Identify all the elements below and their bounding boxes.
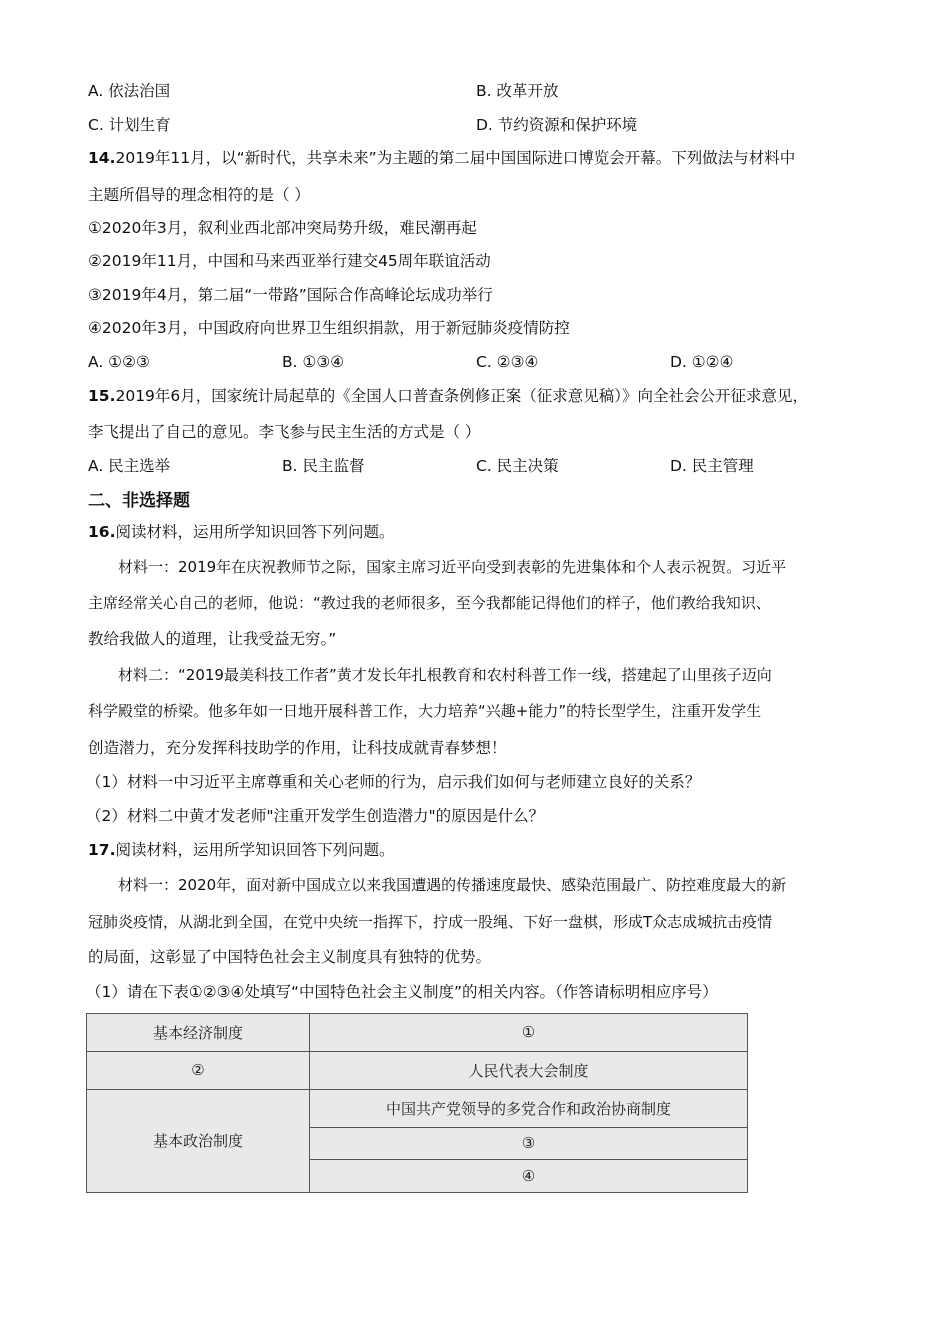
q17-subquestion-1: （1）请在下表①②③④处填写“中国特色社会主义制度”的相关内容。（作答请标明相应序号） xyxy=(86,983,718,1001)
table-cell: ① xyxy=(310,1014,748,1052)
q16-material2-line3: 创造潜力，充分发挥科技助学的作用，让科技成就青春梦想！ xyxy=(88,739,507,757)
q15-option-c: C. 民主决策 xyxy=(476,457,559,475)
socialist-system-table xyxy=(86,1013,748,1193)
q16-material2-line1: 材料二：“2019最美科技工作者”黄才发长年扎根教育和农村科普工作一线，搭建起了山里孩子迈向 xyxy=(118,666,772,684)
q17-material1-line2: 冠肺炎疫情，从湖北到全国，在党中央统一指挥下，拧成一股绳、下好一盘棋，形成T众志成城抗击疫情 xyxy=(88,913,773,931)
section-title: 二、非选择题 xyxy=(88,491,190,511)
q16-number: 16. xyxy=(88,523,116,541)
q14-item-4: ④2020年3月，中国政府向世界卫生组织捐款，用于新冠肺炎疫情防控 xyxy=(88,319,570,337)
table-cell: 中国共产党领导的多党合作和政治协商制度 xyxy=(310,1089,748,1127)
q14-item-3: ③2019年4月，第二届“一带路”国际合作高峰论坛成功举行 xyxy=(88,286,493,304)
q16-subquestion-2: （2）材料二中黄才发老师"注重开发学生创造潜力"的原因是什么？ xyxy=(86,807,545,825)
q15-number: 15. xyxy=(88,387,116,405)
q17-number: 17. xyxy=(88,841,116,859)
q15-option-a: A. 民主选举 xyxy=(88,457,171,475)
table-cell: 基本政治制度 xyxy=(87,1089,310,1192)
table-row xyxy=(87,1014,748,1052)
table-cell: ② xyxy=(87,1051,310,1089)
q13-option-c: C. 计划生育 xyxy=(88,116,171,134)
q16-intro xyxy=(88,521,394,543)
q13-option-a: A. 依法治国 xyxy=(88,82,171,100)
q16-material2-line2: 科学殿堂的桥梁。他多年如一日地开展科普工作，大力培养“兴趣+能力”的特长型学生，注重开发学生 xyxy=(88,702,762,720)
q14-option-d: D. ①②④ xyxy=(670,353,734,371)
q14-option-c: C. ②③④ xyxy=(476,353,539,371)
q14-line2: 主题所倡导的理念相符的是（ ） xyxy=(88,186,310,204)
table-cell: 人民代表大会制度 xyxy=(310,1051,748,1089)
q15-stem: 2019年6月，国家统计局起草的《全国人口普查条例修正案（征求意见稿）》向全社会公开征求意见， xyxy=(115,387,809,405)
table-row xyxy=(87,1089,748,1127)
q16-material1-line2: 主席经常关心自己的老师，他说：“教过我的老师很多，至今我都能记得他们的样子，他们教给我知识、 xyxy=(88,594,771,612)
q14-line1 xyxy=(88,147,795,169)
q17-intro xyxy=(88,839,394,861)
q16-intro-text: 阅读材料，运用所学知识回答下列问题。 xyxy=(115,523,395,541)
q14-number: 14. xyxy=(88,149,116,167)
q15-line2: 李飞提出了自己的意见。李飞参与民主生活的方式是（ ） xyxy=(88,423,481,441)
q15-option-b: B. 民主监督 xyxy=(282,457,365,475)
q14-stem: 2019年11月，以“新时代，共享未来”为主题的第二届中国国际进口博览会开幕。下列做法与材料中 xyxy=(115,149,796,167)
q15-option-d: D. 民主管理 xyxy=(670,457,754,475)
q16-material1-line1: 材料一：2019年在庆祝教师节之际，国家主席习近平向受到表彰的先进集体和个人表示祝贺。习近平 xyxy=(118,558,787,576)
q16-subquestion-1: （1）材料一中习近平主席尊重和关心老师的行为，启示我们如何与老师建立良好的关系？ xyxy=(86,773,701,791)
table-cell: 基本经济制度 xyxy=(87,1014,310,1052)
q14-option-b: B. ①③④ xyxy=(282,353,345,371)
q13-option-d: D. 节约资源和保护环境 xyxy=(476,116,638,134)
table-cell: ④ xyxy=(310,1160,748,1193)
q13-option-b: B. 改革开放 xyxy=(476,82,559,100)
q16-material1-line3: 教给我做人的道理，让我受益无穷。” xyxy=(88,630,337,648)
q14-item-2: ②2019年11月，中国和马来西亚举行建交45周年联谊活动 xyxy=(88,252,491,270)
q17-intro-text: 阅读材料，运用所学知识回答下列问题。 xyxy=(115,841,395,859)
q14-option-a: A. ①②③ xyxy=(88,353,150,371)
q15-line1 xyxy=(88,385,808,407)
q14-item-1: ①2020年3月，叙利业西北部冲突局势升级，难民潮再起 xyxy=(88,219,477,237)
q17-material1-line3: 的局面，这彰显了中国特色社会主义制度具有独特的优势。 xyxy=(88,948,492,966)
q17-material1-line1: 材料一：2020年，面对新中国成立以来我国遭遇的传播速度最快、感染范围最广、防控难度最大的新 xyxy=(118,876,787,894)
table-cell: ③ xyxy=(310,1127,748,1160)
table-row xyxy=(87,1051,748,1089)
